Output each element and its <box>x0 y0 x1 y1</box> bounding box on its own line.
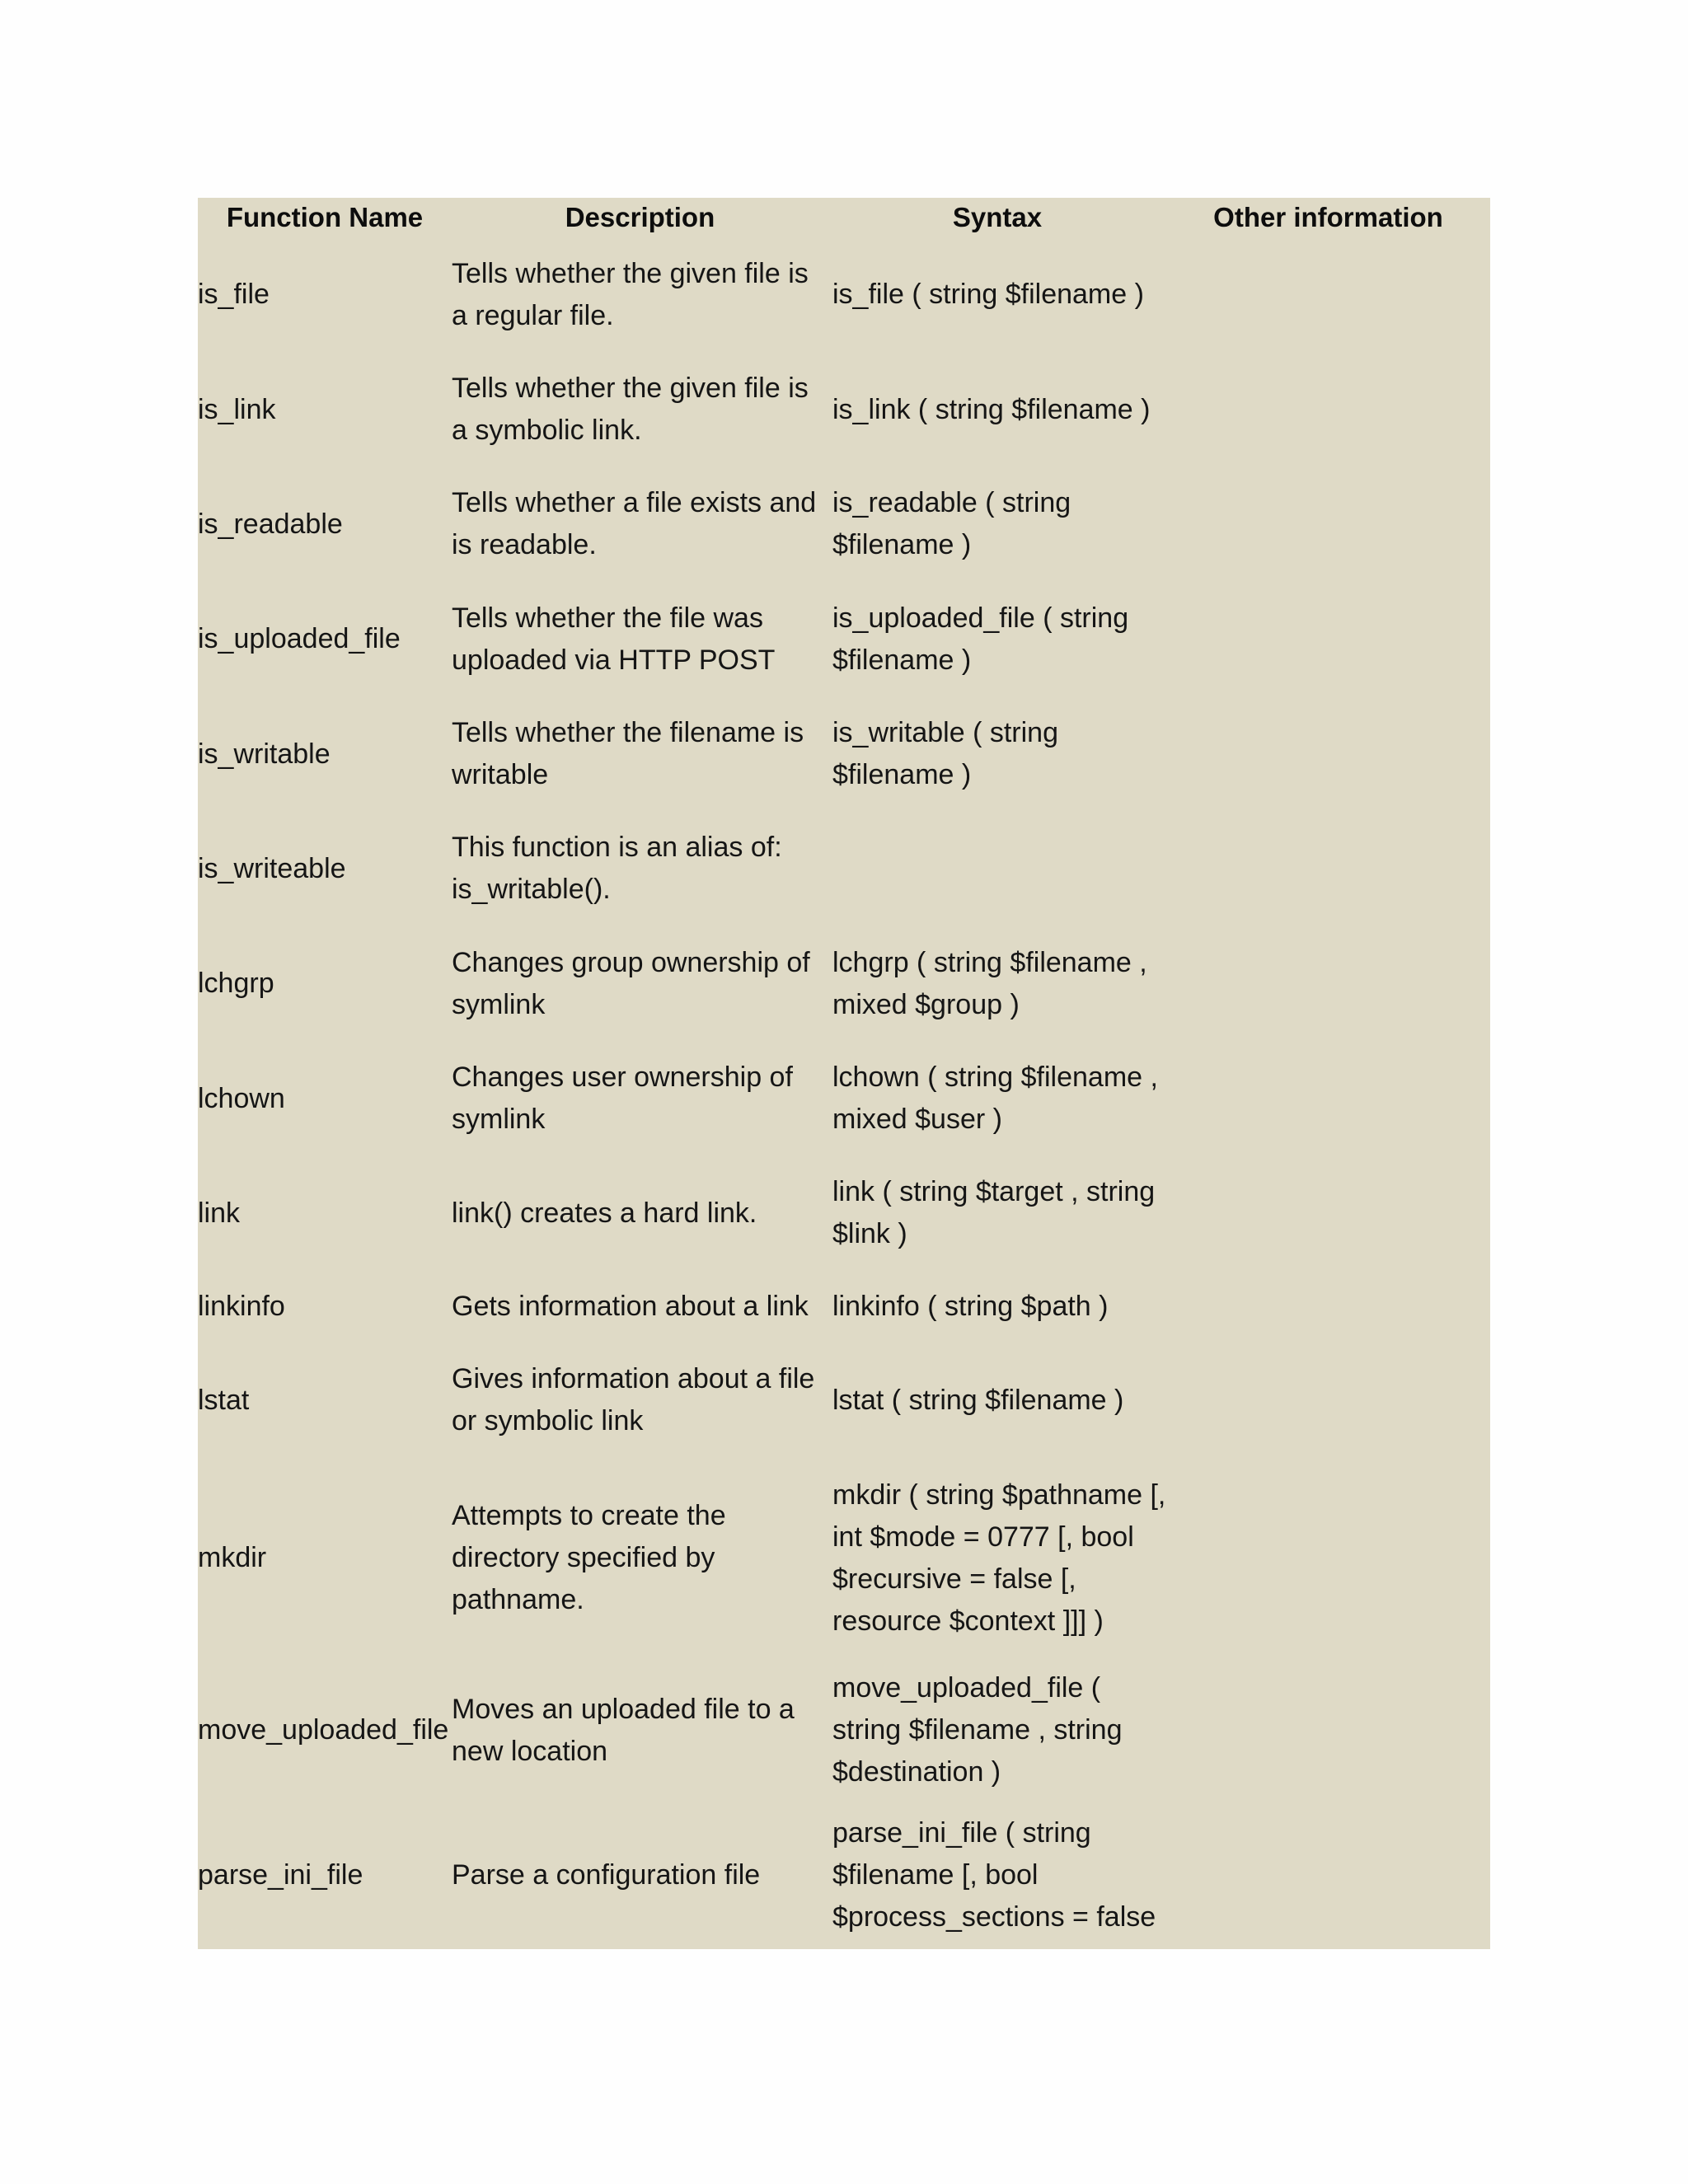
function-reference-table <box>198 198 1490 1949</box>
other-information-cell <box>1166 1343 1490 1458</box>
syntax-cell: is_uploaded_file ( string $filename ) <box>832 602 1129 676</box>
description-cell: Gives information about a file or symbolic link <box>452 1363 815 1437</box>
function-name-cell: link <box>198 1197 241 1229</box>
function-name-cell: is_uploaded_file <box>198 623 401 655</box>
syntax-cell <box>828 812 1166 926</box>
function-name-cell: mkdir <box>198 1542 267 1574</box>
other-information-cell <box>1166 582 1490 696</box>
description-cell: Tells whether the file was uploaded via HTTP POST <box>452 602 776 676</box>
table-row <box>198 1659 1490 1802</box>
syntax-cell: is_readable ( string $filename ) <box>832 487 1071 561</box>
column-header-function-name: Function Name <box>226 202 424 232</box>
function-name-cell: parse_ini_file <box>198 1859 363 1891</box>
table-row <box>198 1802 1490 1949</box>
table-row <box>198 1458 1490 1659</box>
table-row <box>198 1156 1490 1271</box>
syntax-cell: parse_ini_file ( string $filename [, bool $process_sections = false <box>832 1817 1156 1933</box>
table-row <box>198 1343 1490 1458</box>
other-information-cell <box>1166 1802 1490 1949</box>
function-name-cell: lstat <box>198 1384 250 1416</box>
function-name-cell: linkinfo <box>198 1291 285 1323</box>
other-information-cell <box>1166 237 1490 352</box>
function-name-cell: is_writeable <box>198 852 346 884</box>
syntax-cell: lchown ( string $filename , mixed $user ) <box>832 1062 1158 1136</box>
other-information-cell <box>1166 467 1490 582</box>
table-row <box>198 352 1490 466</box>
syntax-cell: mkdir ( string $pathname [, int $mode = 0777 [, bool $recursive = false [, resource $context ]]] ) <box>832 1479 1166 1637</box>
description-cell: Changes user ownership of symlink <box>452 1062 793 1136</box>
description-cell: Tells whether the given file is a regular file. <box>452 257 809 331</box>
description-cell: link() creates a hard link. <box>452 1197 757 1229</box>
syntax-cell: is_link ( string $filename ) <box>832 393 1151 425</box>
other-information-cell <box>1166 1156 1490 1271</box>
other-information-cell <box>1166 812 1490 926</box>
other-information-cell <box>1166 696 1490 811</box>
function-name-cell: is_link <box>198 393 276 425</box>
description-cell: This function is an alias of: is_writable(). <box>452 832 782 906</box>
syntax-cell: linkinfo ( string $path ) <box>832 1291 1109 1323</box>
description-cell: Parse a configuration file <box>452 1859 761 1891</box>
other-information-cell <box>1166 926 1490 1041</box>
table-row <box>198 1041 1490 1155</box>
column-header-description: Description <box>565 202 715 232</box>
table-header-row <box>198 198 1490 237</box>
description-cell: Gets information about a link <box>452 1291 809 1323</box>
other-information-cell <box>1166 352 1490 466</box>
syntax-cell: is_writable ( string $filename ) <box>832 717 1058 791</box>
table-row <box>198 926 1490 1041</box>
description-cell: Changes group ownership of symlink <box>452 946 810 1020</box>
function-name-cell: is_writable <box>198 738 331 770</box>
table-row <box>198 467 1490 582</box>
other-information-cell <box>1166 1458 1490 1659</box>
other-information-cell <box>1166 1271 1490 1343</box>
table-row <box>198 237 1490 352</box>
description-cell: Moves an uploaded file to a new location <box>452 1693 795 1767</box>
function-name-cell: lchown <box>198 1082 285 1114</box>
other-information-cell <box>1166 1041 1490 1155</box>
column-header-syntax: Syntax <box>952 202 1043 232</box>
function-name-cell: is_file <box>198 279 270 311</box>
function-name-cell: move_uploaded_file <box>198 1714 449 1746</box>
other-information-cell <box>1166 1659 1490 1802</box>
table-row <box>198 1271 1490 1343</box>
function-name-cell: lchgrp <box>198 968 274 1000</box>
description-cell: Tells whether the given file is a symbolic link. <box>452 373 809 447</box>
column-header-other-information: Other information <box>1213 202 1443 232</box>
function-name-cell: is_readable <box>198 508 343 540</box>
syntax-cell: lstat ( string $filename ) <box>832 1384 1124 1416</box>
description-cell: Tells whether the filename is writable <box>452 717 804 791</box>
syntax-cell: is_file ( string $filename ) <box>832 279 1144 311</box>
syntax-cell: move_uploaded_file ( string $filename , string $destination ) <box>832 1672 1123 1788</box>
table-row <box>198 696 1490 811</box>
description-cell: Attempts to create the directory specified by pathname. <box>452 1500 726 1616</box>
table-row <box>198 812 1490 926</box>
table-row <box>198 582 1490 696</box>
syntax-cell: lchgrp ( string $filename , mixed $group ) <box>832 946 1147 1020</box>
syntax-cell: link ( string $target , string $link ) <box>832 1176 1156 1250</box>
description-cell: Tells whether a file exists and is readable. <box>452 487 817 561</box>
